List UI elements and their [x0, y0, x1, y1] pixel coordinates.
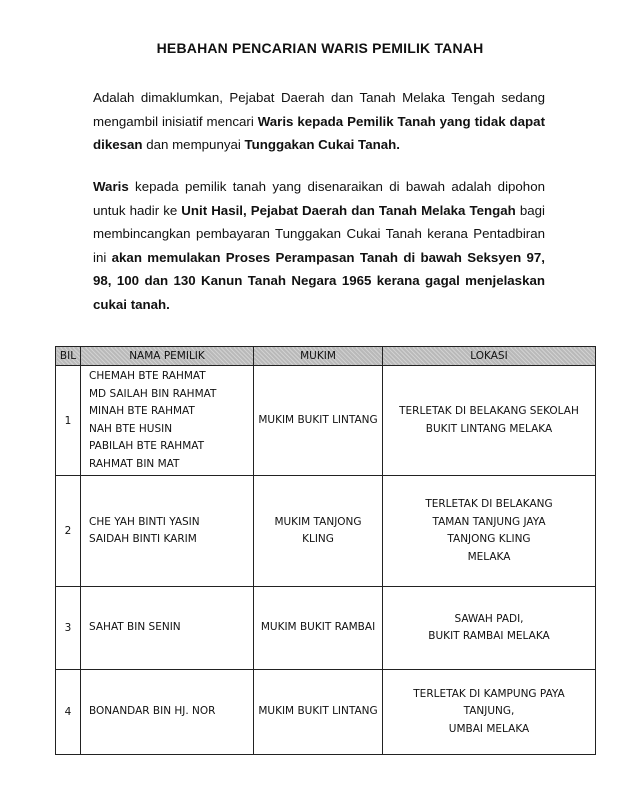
header-bil: BIL	[56, 347, 81, 366]
row-number: 3	[56, 587, 81, 670]
table-header-row	[56, 347, 596, 366]
paragraph-text: kepada pemilik tanah yang disenaraikan di bawah adalah dipohon untuk hadir ke	[93, 179, 545, 218]
table-row	[56, 476, 596, 587]
document-title: HEBAHAN PENCARIAN WARIS PEMILIK TANAH	[156, 40, 484, 56]
owner-names-line: CHEMAH BTE RAHMAT	[89, 370, 206, 382]
lokasi-cell-line: UMBAI MELAKA	[448, 722, 530, 735]
owner-names	[81, 587, 254, 670]
lokasi-cell-line: TERLETAK DI KAMPUNG PAYA TANJUNG,	[413, 687, 565, 718]
lokasi-cell	[383, 587, 596, 670]
owner-names	[81, 670, 254, 755]
paragraph-bold-text: Tunggakan Cukai Tanah.	[244, 137, 400, 152]
header-mukim: MUKIM	[254, 347, 383, 366]
paragraph-text: bagi membincangkan pembayaran Tunggakan Cukai Tanah kerana Pentadbiran ini	[93, 202, 545, 265]
lokasi-cell-line: BUKIT LINTANG MELAKA	[425, 422, 553, 435]
owner-names-line: NAH BTE HUSIN	[89, 422, 173, 435]
header-lokasi: LOKASI	[383, 347, 596, 366]
owner-names-line: MINAH BTE RAHMAT	[89, 405, 195, 417]
owner-names-line: SAHAT BIN SENIN	[89, 621, 181, 634]
owner-names-line: SAIDAH BINTI KARIM	[89, 533, 197, 545]
paragraph-bold-text: Waris kepada Pemilik Tanah yang tidak dapat dikesan	[93, 113, 545, 152]
owner-names	[81, 366, 254, 476]
mukim-cell-line: KLING	[302, 533, 334, 545]
paragraph-announcement	[93, 86, 545, 157]
lokasi-cell-line: TAMAN TANJUNG JAYA	[432, 515, 546, 528]
heirs-table	[55, 346, 596, 755]
lokasi-cell-line: MELAKA	[467, 550, 511, 563]
row-number: 4	[56, 670, 81, 755]
mukim-cell	[254, 587, 383, 670]
lokasi-cell-line: TERLETAK DI BELAKANG SEKOLAH	[399, 405, 579, 417]
mukim-cell-line: MUKIM BUKIT LINTANG	[258, 705, 378, 718]
lokasi-cell-line: TERLETAK DI BELAKANG	[425, 498, 553, 510]
lokasi-cell	[383, 366, 596, 476]
owner-names-line: RAHMAT BIN MAT	[89, 457, 180, 470]
paragraph-instruction	[93, 175, 545, 316]
owner-names-line: BONANDAR BIN HJ. NOR	[89, 705, 216, 718]
lokasi-cell-line: SAWAH PADI,	[454, 612, 524, 625]
paragraph-text: dan mempunyai	[142, 137, 245, 152]
mukim-cell-line: MUKIM BUKIT LINTANG	[258, 413, 378, 426]
owner-names	[81, 476, 254, 587]
header-nama-pemilik: NAMA PEMILIK	[81, 347, 254, 366]
mukim-cell	[254, 476, 383, 587]
mukim-cell	[254, 366, 383, 476]
paragraph-bold-text: akan memulakan Proses Perampasan Tanah di bawah Seksyen 97, 98, 100 dan 130 Kanun Tanah Negara 1965 kerana gagal menjelaskan cukai tanah.	[93, 249, 546, 312]
mukim-cell	[254, 670, 383, 755]
owner-names-line: CHE YAH BINTI YASIN	[89, 515, 200, 528]
row-number: 2	[56, 476, 81, 587]
paragraph-bold-text: Waris	[93, 179, 129, 194]
table-row	[56, 587, 596, 670]
mukim-cell-line: MUKIM TANJONG	[274, 515, 362, 528]
lokasi-cell	[383, 476, 596, 587]
lokasi-cell	[383, 670, 596, 755]
mukim-cell-line: MUKIM BUKIT RAMBAI	[260, 621, 376, 634]
lokasi-cell-line: TANJONG KLING	[447, 533, 531, 545]
owner-names-line: PABILAH BTE RAHMAT	[89, 440, 205, 452]
table-row	[56, 670, 596, 755]
lokasi-cell-line: BUKIT RAMBAI MELAKA	[428, 630, 550, 642]
row-number: 1	[56, 366, 81, 476]
paragraph-text: Adalah dimaklumkan, Pejabat Daerah dan Tanah Melaka Tengah sedang mengambil inisiatif mencari	[93, 90, 545, 129]
table-row	[56, 366, 596, 476]
paragraph-bold-text: Unit Hasil, Pejabat Daerah dan Tanah Melaka Tengah	[181, 202, 516, 218]
owner-names-line: MD SAILAH BIN RAHMAT	[89, 387, 217, 400]
